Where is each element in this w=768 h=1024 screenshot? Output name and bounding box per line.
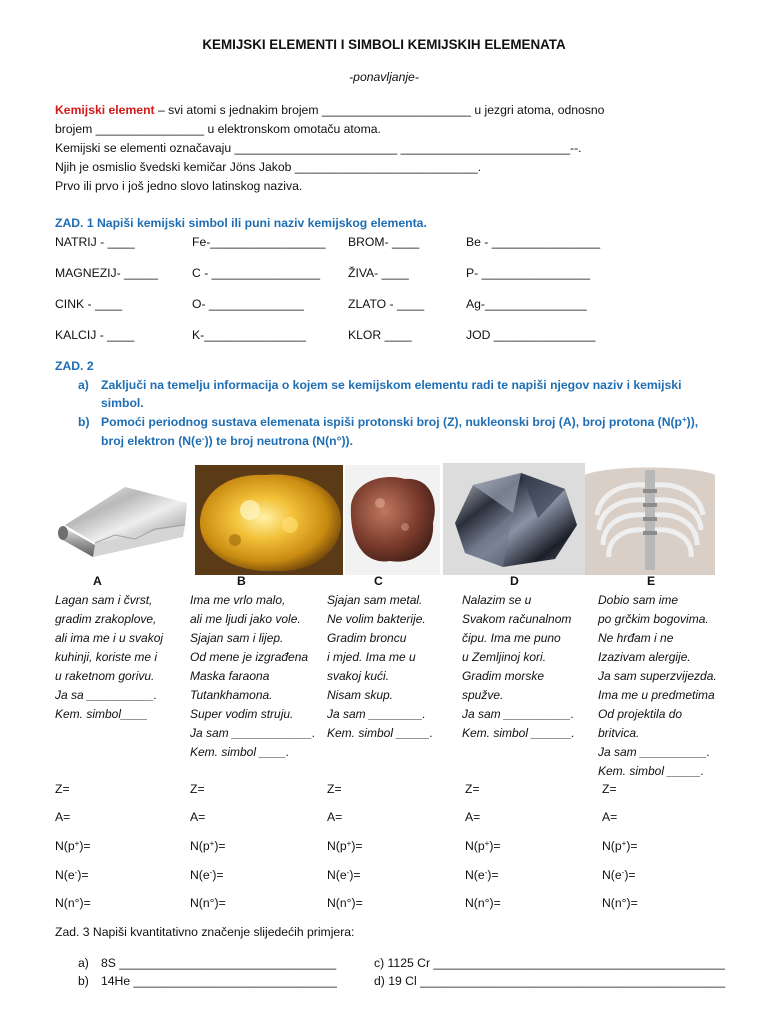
riddle-line: Tutankhamona.	[190, 688, 273, 702]
zad3-item-text: 19 Cl _____________________________________________	[388, 974, 726, 988]
z-label	[55, 782, 70, 796]
zad1-cell: C - ________________	[192, 266, 321, 280]
riddle-letter: C	[374, 574, 383, 588]
zad1-heading: ZAD. 1 Napiši kemijski simbol ili puni naziv kemijskog elementa.	[55, 216, 427, 230]
riddle-line: Izazivam alergije.	[598, 650, 691, 664]
zad1-cell: Ag-_______________	[466, 297, 587, 311]
electron-count-label-part: -	[346, 868, 350, 877]
neutron-count-label-part: N(n°)=	[602, 896, 638, 910]
zad2-a-label: a)	[78, 378, 89, 392]
intro-line-1-text: – svi atomi s jednakim brojem ______________________ u jezgri atoma, odnosno	[154, 103, 605, 117]
intro-line-1	[55, 103, 604, 117]
riddle-line: kuhinji, koriste me i	[55, 650, 158, 664]
proton-count-label-part: )=	[489, 839, 501, 853]
riddle-line: Ja sam __________.	[598, 745, 711, 759]
riddle-line: Nalazim se u	[462, 593, 532, 607]
intro-line-3: Kemijski se elementi označavaju ________________________ _________________________--.	[55, 141, 582, 155]
a-label-part: A=	[190, 810, 206, 824]
zad1-cell: KALCIJ - ____	[55, 328, 135, 342]
proton-count-label	[327, 839, 363, 853]
riddle-line: Ima me vrlo malo,	[190, 593, 286, 607]
electron-count-label-part: N(e	[190, 868, 210, 882]
electron-count-label-part: N(e	[602, 868, 622, 882]
a-label	[190, 810, 205, 824]
riddle-line: Svakom računalnom	[462, 612, 572, 626]
neutron-count-label	[190, 896, 226, 910]
electron-count-label-part: )=	[77, 868, 89, 882]
electron-count-label-part: )=	[349, 868, 361, 882]
zad1-cell: MAGNEZIJ- _____	[55, 266, 158, 280]
zad3-item-label: c)	[374, 956, 385, 970]
riddle-line: po grčkim bogovima.	[598, 612, 709, 626]
riddle-line: Dobio sam ime	[598, 593, 679, 607]
page-title: KEMIJSKI ELEMENTI I SIMBOLI KEMIJSKIH ELEMENATA	[202, 37, 566, 52]
riddle-line: Ja sam __________.	[462, 707, 575, 721]
electron-count-label-part: N(e	[465, 868, 485, 882]
proton-count-label	[190, 839, 226, 853]
electron-count-label-part: -	[484, 868, 488, 877]
zad1-cell: K-_______________	[192, 328, 306, 342]
a-label-part: A=	[465, 810, 481, 824]
neutron-count-label	[465, 896, 501, 910]
riddle-line: Gradim morske	[462, 669, 545, 683]
riddle-line: čipu. Ima me puno	[462, 631, 561, 645]
zad1-cell: ŽIVA- ____	[348, 266, 409, 280]
zad2-b-text-1-post: )),	[686, 415, 699, 429]
riddle-line: Sjajan sam metal.	[327, 593, 423, 607]
electron-count-label-part: )=	[212, 868, 224, 882]
a-label-part: A=	[602, 810, 618, 824]
riddle-letter: E	[647, 574, 656, 588]
page-subtitle: -ponavljanje-	[349, 70, 419, 84]
proton-count-label-part: +	[209, 839, 215, 848]
neutron-count-label-part: N(n°)=	[55, 896, 91, 910]
zad3-heading: Zad. 3 Napiši kvantitativno značenje slijedećih primjera:	[55, 925, 355, 939]
z-label	[327, 782, 342, 796]
z-label	[190, 782, 205, 796]
proton-count-label-part: N(p	[465, 839, 485, 853]
riddle-line: Ja sa __________.	[55, 688, 158, 702]
zad2-a-text-1: Zaključi na temelju informacija o kojem se kemijskom elementu radi te napiši njegov naziv i kemijski	[101, 378, 682, 392]
riddle-line: i mjed. Ima me u	[327, 650, 416, 664]
proton-count-label-part: )=	[214, 839, 226, 853]
riddle-line: u raketnom gorivu.	[55, 669, 155, 683]
proton-count-label	[55, 839, 91, 853]
proton-count-label-part: +	[484, 839, 490, 848]
riddle-line: Maska faraona	[190, 669, 270, 683]
neutron-count-label	[55, 896, 91, 910]
riddle-line: Ja sam ________.	[327, 707, 426, 721]
zad2-b-text-1-sup: +	[682, 415, 687, 424]
electron-count-label-part: -	[621, 868, 625, 877]
riddle-line: Kem. simbol _____.	[327, 726, 434, 740]
zad3-item-label: a)	[78, 956, 89, 970]
titanium-ribcage-image	[585, 465, 715, 575]
riddle-line: ali ima me i u svakoj	[55, 631, 164, 645]
z-label-part: Z=	[190, 782, 205, 796]
a-label	[602, 810, 617, 824]
zad3-item-text: 1125 Cr ___________________________________________	[387, 956, 725, 970]
proton-count-label-part: N(p	[55, 839, 75, 853]
zad2-b-text-1-pre: Pomoći periodnog sustava elemenata ispiši protonski broj (Z), nukleonski broj (A), broj protona (N(p	[101, 415, 682, 429]
zad3-item-text: 14He ______________________________	[101, 974, 337, 988]
zad1-cell: Fe-_________________	[192, 235, 326, 249]
zad2-b-text-1	[101, 415, 698, 429]
proton-count-label-part: +	[74, 839, 80, 848]
riddle-line: u Zemljinoj kori.	[462, 650, 547, 664]
proton-count-label-part: )=	[79, 839, 91, 853]
riddle-line: Ne volim bakterije.	[327, 612, 426, 626]
zad3-item-label: d)	[374, 974, 385, 988]
proton-count-label-part: +	[621, 839, 627, 848]
proton-count-label-part: N(p	[190, 839, 210, 853]
neutron-count-label-part: N(n°)=	[327, 896, 363, 910]
riddle-letter: D	[510, 574, 519, 588]
riddle-line: Kem. simbol ______.	[462, 726, 575, 740]
proton-count-label-part: +	[346, 839, 352, 848]
z-label-part: Z=	[465, 782, 480, 796]
riddle-line: Kem. simbol____	[55, 707, 148, 721]
neutron-count-label	[327, 896, 363, 910]
zad2-a-text-2: simbol.	[101, 396, 144, 410]
neutron-count-label-part: N(n°)=	[465, 896, 501, 910]
riddle-line: britvica.	[598, 726, 640, 740]
zad2-b-text-2-post: )) te broj neutrona (N(n°)).	[204, 434, 353, 448]
riddle-letter: B	[237, 574, 246, 588]
electron-count-label-part: )=	[624, 868, 636, 882]
proton-count-label-part: N(p	[602, 839, 622, 853]
proton-count-label	[602, 839, 638, 853]
zad3-item-text: 8S ________________________________	[101, 956, 337, 970]
a-label-part: A=	[327, 810, 343, 824]
a-label	[55, 810, 70, 824]
riddle-line: Kem. simbol _____.	[598, 764, 705, 778]
zad1-cell: Be - ________________	[466, 235, 601, 249]
riddle-line: Ne hrđam i ne	[598, 631, 674, 645]
electron-count-label	[55, 868, 89, 882]
zad1-cell: P- ________________	[466, 266, 591, 280]
riddle-line: svakoj kući.	[327, 669, 390, 683]
intro-term: Kemijski element	[55, 103, 155, 117]
zad1-cell: JOD _______________	[466, 328, 596, 342]
zad1-cell: NATRIJ - ____	[55, 235, 135, 249]
riddle-line: Ima me u predmetima	[598, 688, 715, 702]
riddle-line: ali me ljudi jako vole.	[190, 612, 301, 626]
zad1-cell: O- ______________	[192, 297, 304, 311]
riddle-line: Super vodim struju.	[190, 707, 294, 721]
aluminium-foil-image	[55, 465, 190, 575]
riddle-line: Sjajan sam i lijep.	[190, 631, 284, 645]
riddle-letter: A	[93, 574, 102, 588]
zad2-heading: ZAD. 2	[55, 359, 94, 373]
electron-count-label-part: N(e	[55, 868, 75, 882]
zad2-b-label: b)	[78, 415, 90, 429]
riddle-line: Kem. simbol ____.	[190, 745, 290, 759]
zad3-item-label: b)	[78, 974, 89, 988]
zad1-cell: CINK - ____	[55, 297, 123, 311]
electron-count-label-part: N(e	[327, 868, 347, 882]
z-label-part: Z=	[327, 782, 342, 796]
intro-line-5: Prvo ili prvo i još jedno slovo latinskog naziva.	[55, 179, 303, 193]
proton-count-label-part: )=	[351, 839, 363, 853]
riddle-line: Nisam skup.	[327, 688, 394, 702]
intro-line-2: brojem ________________ u elektronskom omotaču atoma.	[55, 122, 381, 136]
riddle-line: Gradim broncu	[327, 631, 407, 645]
electron-count-label	[602, 868, 636, 882]
a-label	[327, 810, 342, 824]
riddle-line: Od mene je izgrađena	[190, 650, 309, 664]
electron-count-label	[190, 868, 224, 882]
zad3-item	[374, 974, 725, 988]
gold-nugget-image	[195, 465, 343, 575]
electron-count-label	[327, 868, 361, 882]
zad2-b-text-2-pre: broj elektron (N(e	[101, 434, 202, 448]
zad2-b-text-2-sup: -	[201, 434, 205, 443]
neutron-count-label-part: N(n°)=	[190, 896, 226, 910]
copper-ore-image	[345, 465, 440, 575]
silicon-crystal-image	[443, 463, 585, 575]
proton-count-label	[465, 839, 501, 853]
riddle-line: Lagan sam i čvrst,	[55, 593, 153, 607]
electron-count-label-part: -	[74, 868, 78, 877]
z-label-part: Z=	[55, 782, 70, 796]
riddle-line: gradim zrakoplove,	[55, 612, 157, 626]
neutron-count-label	[602, 896, 638, 910]
electron-count-label-part: )=	[487, 868, 499, 882]
a-label	[465, 810, 480, 824]
z-label	[602, 782, 617, 796]
zad3-item	[374, 956, 725, 970]
riddle-line: Ja sam ____________.	[190, 726, 316, 740]
riddle-line: spužve.	[462, 688, 504, 702]
zad1-cell: ZLATO - ____	[348, 297, 425, 311]
electron-count-label-part: -	[209, 868, 213, 877]
z-label-part: Z=	[602, 782, 617, 796]
riddle-line: Ja sam superzvijezda.	[598, 669, 717, 683]
z-label	[465, 782, 480, 796]
zad2-b-text-2	[101, 434, 353, 448]
intro-line-4: Njih je osmislio švedski kemičar Jöns Jakob ___________________________.	[55, 160, 482, 174]
a-label-part: A=	[55, 810, 71, 824]
proton-count-label-part: N(p	[327, 839, 347, 853]
riddle-line: Od projektila do	[598, 707, 683, 721]
zad1-cell: BROM- ____	[348, 235, 420, 249]
zad1-cell: KLOR ____	[348, 328, 412, 342]
proton-count-label-part: )=	[626, 839, 638, 853]
electron-count-label	[465, 868, 499, 882]
